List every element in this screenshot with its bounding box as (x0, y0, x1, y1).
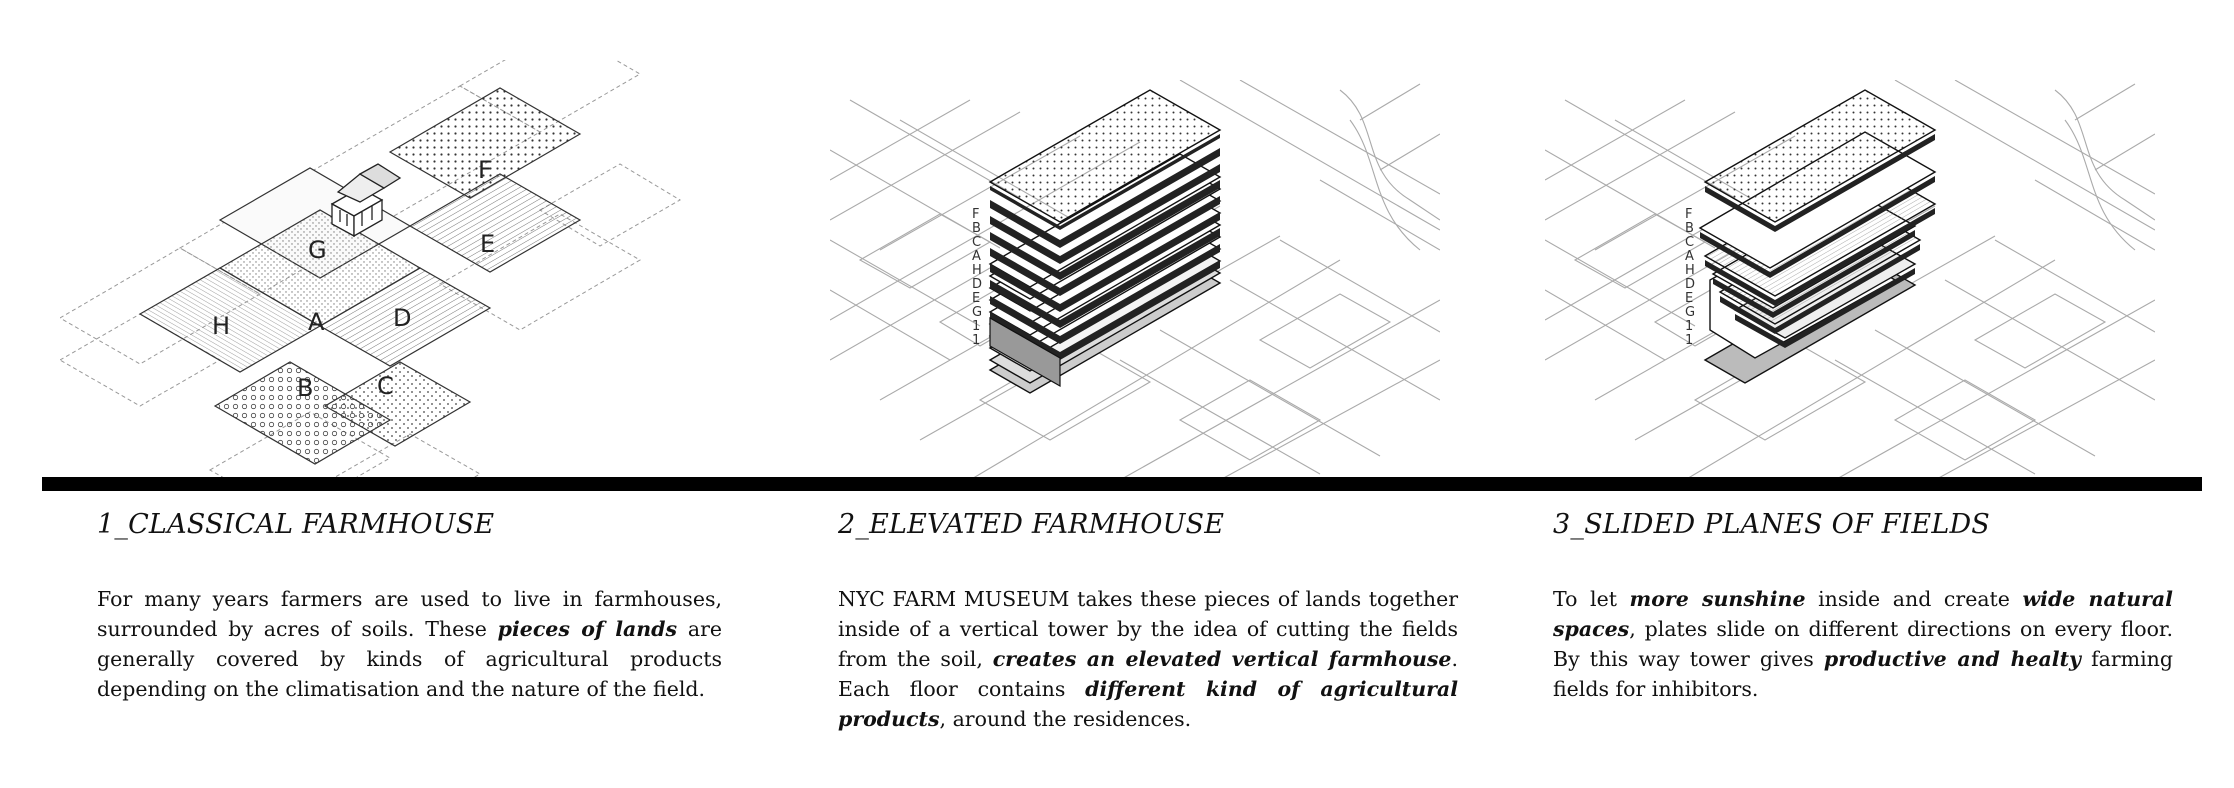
floor-label: 1 (972, 333, 981, 348)
emphasis-text: different kind of agricultural products (838, 677, 1458, 731)
field-label: B (297, 374, 314, 402)
floor-label: H (972, 263, 982, 278)
panel-body (1553, 584, 2173, 704)
body-text: To let (1553, 587, 1630, 611)
elevated-farmhouse-diagram (820, 60, 1460, 480)
panel-body (838, 584, 1458, 734)
floor-label: B (972, 221, 981, 236)
body-text: inside and create (1805, 587, 2023, 611)
panel-title: 3_SLIDED PLANES OF FIELDS (1553, 509, 1990, 540)
floor-label: C (1685, 235, 1695, 250)
body-text: , around the residences. (939, 707, 1192, 731)
floor-label: B (1685, 221, 1694, 236)
slided-planes-diagram (1535, 60, 2175, 480)
floor-label: E (1685, 291, 1694, 306)
floor-label: F (972, 207, 980, 222)
floor-label: E (972, 291, 981, 306)
floor-label: A (1685, 249, 1694, 264)
emphasis-text: wide natural spaces (1553, 587, 2173, 641)
field-label: G (308, 236, 327, 264)
floor-labels (1685, 207, 1695, 348)
field-plots (140, 88, 580, 464)
floor-label: H (1685, 263, 1695, 278)
body-text: . Each floor contains (838, 647, 1458, 701)
floor-label: G (1685, 305, 1696, 320)
body-text: , plates slide on different directions on every floor. By this way tower gives (1553, 617, 2173, 671)
emphasis-text: creates an elevated vertical farmhouse (992, 647, 1452, 671)
field-label: E (480, 230, 496, 258)
field-label: H (212, 312, 231, 340)
floor-label: F (1685, 207, 1693, 222)
floor-label: 1 (1685, 319, 1694, 334)
panel-1-text (97, 505, 722, 704)
field-label: A (308, 308, 325, 336)
floor-label: 1 (972, 319, 981, 334)
field-label: D (393, 304, 412, 332)
field-label: C (377, 372, 394, 400)
classical-farmhouse-diagram (60, 60, 820, 480)
emphasis-text: productive and healty (1823, 647, 2081, 671)
emphasis-text: pieces of lands (497, 617, 678, 641)
floor-label: C (972, 235, 982, 250)
body-text: farming fields for inhibitors. (1553, 647, 2173, 701)
panel-title: 2_ELEVATED FARMHOUSE (838, 509, 1225, 540)
emphasis-text: more sunshine (1629, 587, 1806, 611)
body-text: For many years farmers are used to live in farmhouses, surrounded by acres of soils. These (97, 587, 722, 641)
floor-labels (972, 207, 982, 348)
panel-body (97, 584, 722, 704)
body-text: NYC FARM MUSEUM takes these pieces of lands together inside of a vertical tower by the idea of cutting the fields from the soil, (838, 587, 1458, 671)
body-text: are generally covered by kinds of agricultural products depending on the climatisation and the nature of the field. (97, 617, 723, 701)
floor-label: D (972, 277, 983, 292)
floor-label: 1 (1685, 333, 1694, 348)
elevated-tower (990, 90, 1220, 393)
floor-label: A (972, 249, 981, 264)
slided-tower (1700, 90, 1935, 383)
panel-3-text (1553, 505, 2173, 704)
floor-label: G (972, 305, 983, 320)
field-label: F (478, 156, 492, 184)
floor-label: D (1685, 277, 1696, 292)
divider-bar (42, 477, 2202, 491)
panel-title: 1_CLASSICAL FARMHOUSE (97, 509, 495, 540)
panel-2-text (838, 505, 1458, 734)
